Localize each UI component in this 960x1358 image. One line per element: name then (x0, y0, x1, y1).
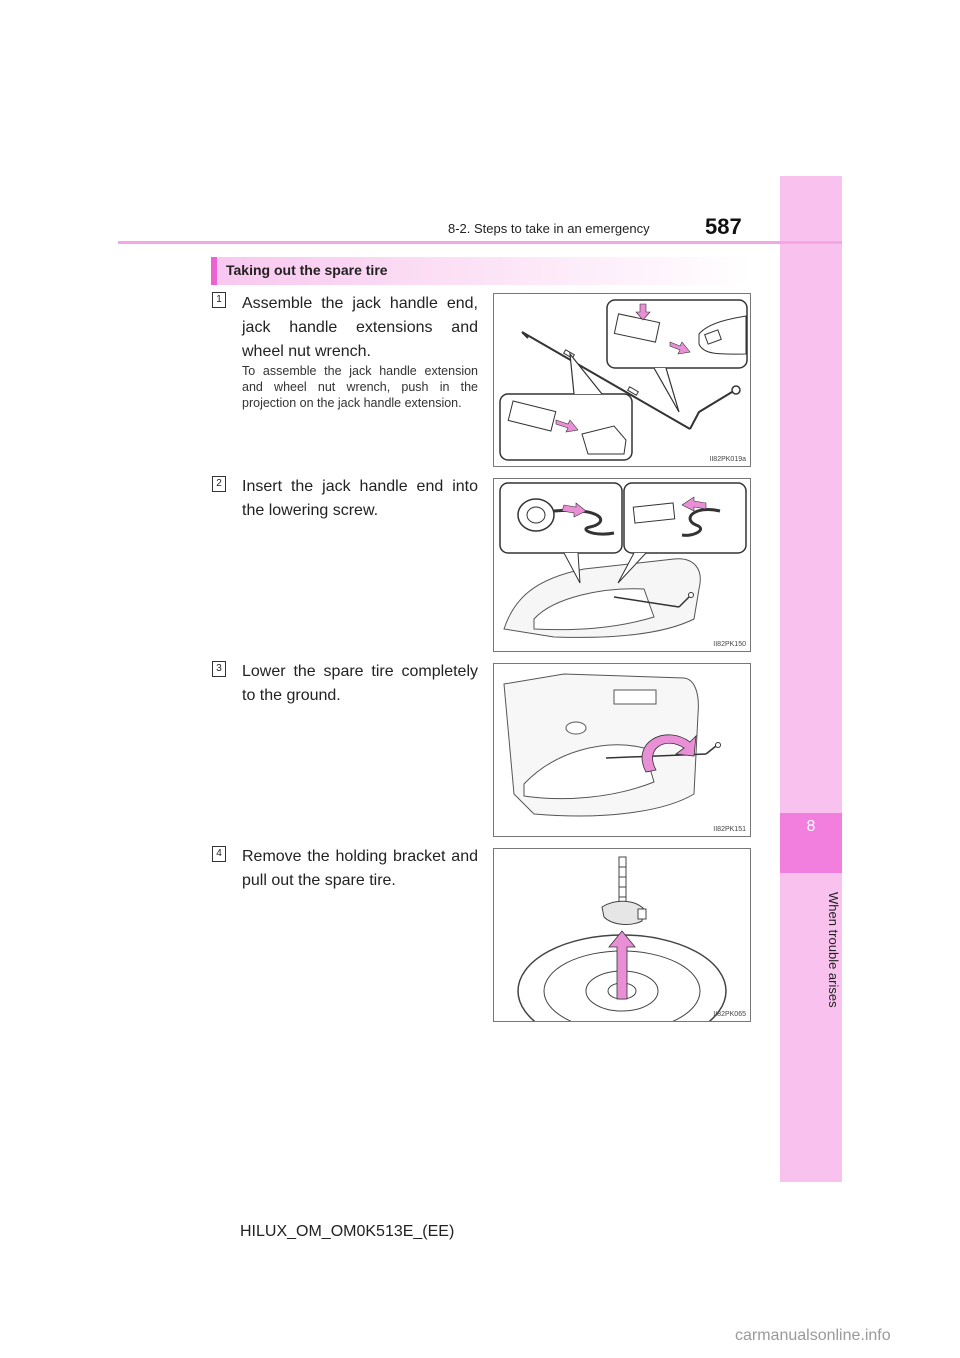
step-number-3: 3 (212, 661, 226, 677)
figure-code: II82PK065 (713, 1011, 746, 1018)
figure-remove-spare-tire (493, 848, 751, 1022)
figure-jack-assembly (493, 293, 751, 467)
remove-spare-tire-illustration (494, 849, 750, 1021)
chapter-side-tab (780, 176, 842, 1182)
figure-lower-spare-tire (493, 663, 751, 837)
step-number-4: 4 (212, 846, 226, 862)
step-2-text: Insert the jack handle end into the lowering screw. (242, 478, 478, 519)
jack-assembly-illustration (494, 294, 750, 466)
chapter-title: When trouble arises (826, 892, 841, 1008)
watermark: carmanualsonline.info (735, 1327, 891, 1344)
chapter-number: 8 (806, 818, 816, 835)
section-title: Taking out the spare tire (226, 262, 388, 278)
page-number: 587 (705, 214, 742, 239)
section-title-accent (211, 257, 217, 285)
lowering-screw-illustration (494, 479, 750, 651)
figure-lowering-screw (493, 478, 751, 652)
figure-code: II82PK150 (713, 641, 746, 648)
step-3-text: Lower the spare tire completely to the ground. (242, 663, 478, 704)
step-1-text: Assemble the jack handle end, jack handle extensions and wheel nut wrench. (242, 295, 478, 360)
document-code: HILUX_OM_OM0K513E_(EE) (240, 1223, 455, 1240)
lower-spare-tire-illustration (494, 664, 750, 836)
step-number-1: 1 (212, 292, 226, 308)
step-4-text: Remove the holding bracket and pull out the spare tire. (242, 848, 478, 889)
figure-code: II82PK151 (713, 826, 746, 833)
figure-code: II82PK019a (709, 456, 746, 463)
header-divider (118, 241, 842, 244)
step-1-note: To assemble the jack handle extension and wheel nut wrench, push in the projection on the jack handle extension. (242, 364, 478, 410)
step-number-2: 2 (212, 476, 226, 492)
header-section-title: 8-2. Steps to take in an emergency (448, 221, 650, 236)
